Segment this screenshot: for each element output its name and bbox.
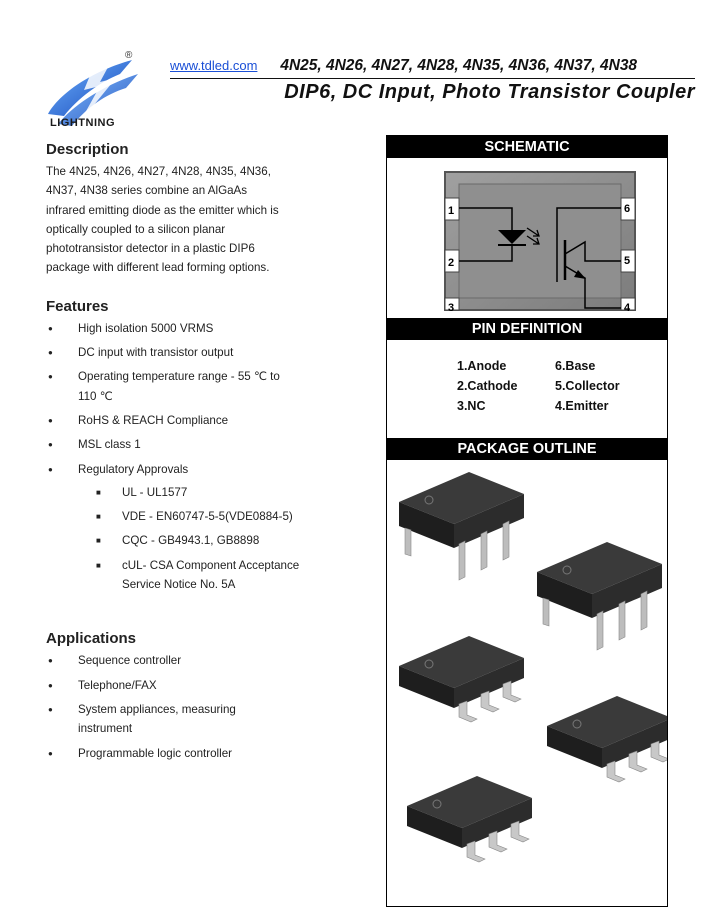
pin-column-right [555,356,620,416]
chip-inner [459,184,621,298]
description-line: phototransistor detector in a plastic DIP6 [46,242,255,256]
dip6-through-hole-package [399,472,524,580]
pin-label: 6.Base [555,359,596,373]
pin-number: 4 [624,302,631,314]
pin-label: 3.NC [457,399,486,413]
description-line: optically coupled to a silicon planar [46,222,226,236]
features-heading: Features [46,297,109,315]
pin-definition-table [387,340,667,438]
website-link[interactable]: www.tdled.com [170,58,258,73]
header-line [170,57,695,75]
model-list: 4N25, 4N26, 4N27, 4N28, 4N35, 4N36, 4N37, 4N38 [280,57,638,74]
approvals-list [78,483,346,594]
description-heading: Description [46,141,129,158]
feature-item [46,460,346,595]
pin-number: 3 [448,302,455,314]
pin-number: 1 [448,205,455,217]
approval-item: ■ CQC - GB4943.1, GB8898 [78,531,346,550]
pin-number: 6 [624,203,631,215]
approval-item: ■ cUL- CSA Component Acceptance [78,556,346,575]
application-item-continuation: instrument [78,722,133,736]
feature-item: ● DC input with transistor output [46,343,346,362]
application-item: ● Programmable logic controller [46,744,346,763]
applications-list [46,651,346,762]
feature-item-continuation: 110 ℃ [78,389,113,403]
dip6-surface-mount-package [399,636,524,722]
application-item: ● System appliances, measuring [46,700,346,719]
logo-text: LIGHTNING [50,117,115,129]
pin-number: 2 [448,257,455,269]
pin-column-left [457,356,517,416]
approval-item: ■ UL - UL1577 [78,483,346,502]
feature-item: ● High isolation 5000 VRMS [46,319,346,338]
right-panel [386,135,668,907]
pin-label: 2.Cathode [457,379,518,393]
package-outline-title: PACKAGE OUTLINE [387,438,667,460]
registered-mark: ® [125,50,133,61]
description-line: package with different lead forming options. [46,261,270,275]
package-outline-area [387,460,667,905]
header-rule [170,78,695,79]
description-line: infrared emitting diode as the emitter which is [46,203,279,217]
schematic-title: SCHEMATIC [387,136,667,158]
approval-item: ■ VDE - EN60747-5-5(VDE0884-5) [78,507,346,526]
dip6-wide-lead-package [537,542,662,650]
package-renderings [387,460,667,905]
schematic-area [387,158,667,318]
application-item: ● Telephone/FAX [46,676,346,695]
optocoupler-schematic [387,158,667,318]
pin-label: 5.Collector [555,379,620,393]
features-list [46,319,346,595]
feature-item-label: Regulatory Approvals [78,462,189,476]
pin-label: 1.Anode [457,359,507,373]
left-column [46,141,346,768]
dip6-low-profile-smd-package [547,696,667,782]
document-subtitle: DIP6, DC Input, Photo Transistor Coupler [284,81,695,103]
dip6-gull-wing-smd-package [407,776,532,862]
feature-item: ● Operating temperature range - 55 ℃ to [46,367,346,386]
pin-label: 4.Emitter [555,399,609,413]
pin-number: 5 [624,255,631,267]
application-item: ● Sequence controller [46,651,346,670]
description-line: 4N37, 4N38 series combine an AlGaAs [46,184,248,198]
feature-item: ● RoHS & REACH Compliance [46,411,346,430]
description-line: The 4N25, 4N26, 4N27, 4N28, 4N35, 4N36, [46,165,271,178]
pin-definition-title: PIN DEFINITION [387,318,667,340]
approval-item-continuation: Service Notice No. 5A [122,578,236,592]
applications-heading: Applications [46,630,137,648]
feature-item: ● MSL class 1 [46,435,346,454]
